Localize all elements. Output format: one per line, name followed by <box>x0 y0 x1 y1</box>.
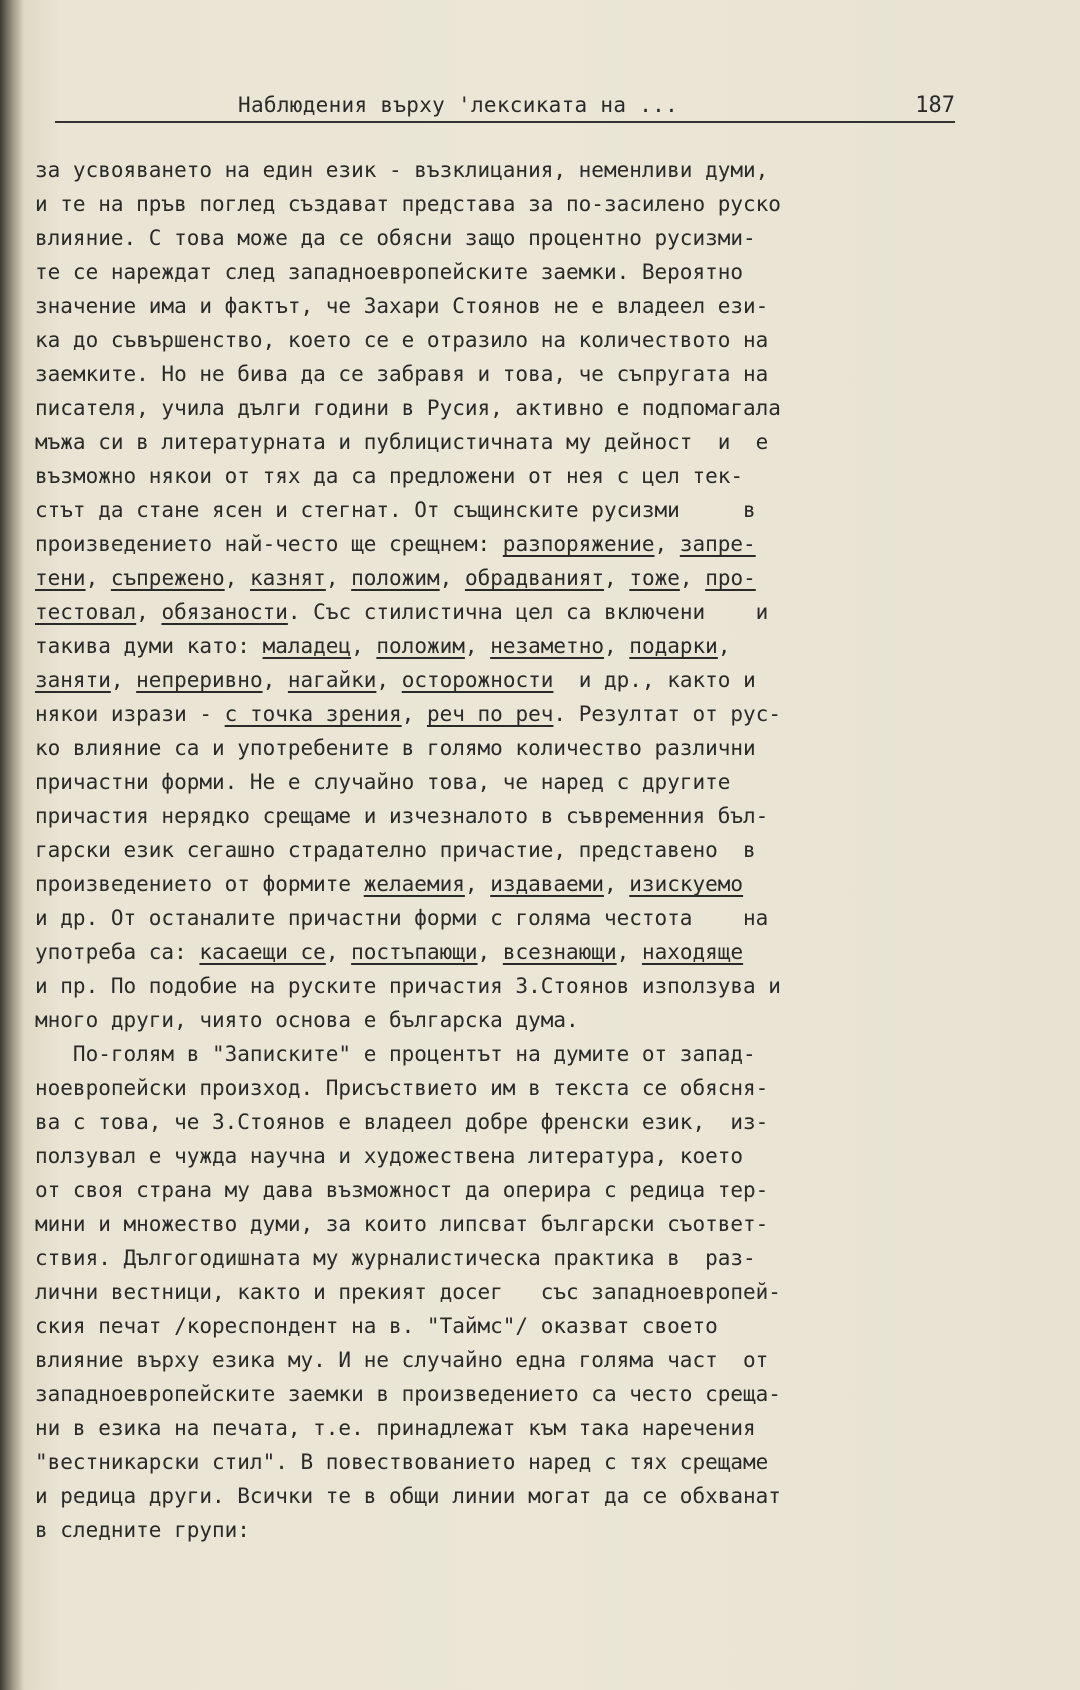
text-line <box>35 1411 955 1445</box>
text-line <box>35 663 955 697</box>
underlined-word: положим <box>376 634 465 658</box>
text-line <box>35 323 955 357</box>
underlined-word: непреривно <box>136 668 263 692</box>
text-run: и др. От останалите причастни форми с голяма честота на <box>35 906 769 930</box>
text-line <box>35 357 955 391</box>
text-line <box>35 1479 955 1513</box>
text-line <box>35 1071 955 1105</box>
text-line <box>35 1377 955 1411</box>
text-run: ни в езика на печата, т.е. принадлежат към така наречения <box>35 1416 756 1440</box>
text-run: , <box>603 872 630 896</box>
text-line <box>35 595 955 629</box>
text-run: , <box>604 566 630 590</box>
underlined-word: разпоряжение <box>502 532 655 556</box>
text-line <box>35 391 955 425</box>
text-run: мъжа си в литературната и публицистичната му дейност и е <box>35 430 769 454</box>
text-run: за усвояването на един език - възклицания, неменливи думи, <box>35 158 769 182</box>
underlined-word: обязаности <box>161 600 288 624</box>
text-run: , <box>401 702 427 726</box>
underlined-word: запре- <box>679 532 756 556</box>
text-line <box>35 1173 955 1207</box>
text-run: ползувал е чужда научна и художествена литература, което <box>35 1144 744 1168</box>
text-line <box>35 969 955 1003</box>
text-line <box>35 459 955 493</box>
text-line <box>35 1003 955 1037</box>
text-run: ноевропейски произход. Присъствието им в текста се обясня- <box>35 1076 769 1100</box>
text-line <box>35 799 955 833</box>
text-line <box>35 901 955 935</box>
text-line <box>35 731 955 765</box>
text-run: и пр. По подобие на руските причастия З.Стоянов използува и <box>35 974 781 998</box>
text-run: ко влияние са и употребените в голямо количество различни <box>35 736 756 760</box>
text-run: , <box>616 940 642 964</box>
text-run: ския печат /кореспондент на в. "Таймс"/ оказват своето <box>35 1314 718 1338</box>
text-run: , <box>464 872 491 896</box>
text-run: , <box>439 566 465 590</box>
text-run: стът да стане ясен и стегнат. От същинските русизми в <box>35 498 756 522</box>
text-run: По-голям в "Записките" е процентът на думите от запад- <box>35 1042 756 1066</box>
text-run: произведението най-често ще срещнем: <box>35 532 503 556</box>
underlined-word: положим <box>351 566 440 590</box>
text-run: , <box>717 634 731 658</box>
text-line <box>35 1445 955 1479</box>
text-run: ствия. Дългогодишната му журналистическа практика в раз- <box>35 1246 756 1270</box>
text-line <box>35 1275 955 1309</box>
text-line <box>35 493 955 527</box>
underlined-word: тоже <box>629 566 680 590</box>
text-run: много други, чиято основа е българска дума. <box>35 1008 579 1032</box>
underlined-word: обрадваният <box>464 566 605 590</box>
text-run: гарски език сегашно страдателно причастие, представено в <box>35 838 756 862</box>
text-run: някои изрази - <box>35 702 225 726</box>
text-line <box>35 765 955 799</box>
text-line <box>35 1513 955 1547</box>
underlined-word: находяще <box>641 940 744 964</box>
underlined-word: тестовал <box>35 600 137 624</box>
text-run: и те на пръв поглед създават представа за по-засилено руско <box>35 192 781 216</box>
text-run: възможно някои от тях да са предложени от нея с цел тек- <box>35 464 744 488</box>
text-line <box>35 289 955 323</box>
text-line <box>35 1105 955 1139</box>
text-line <box>35 1241 955 1275</box>
text-run: , <box>262 668 288 692</box>
text-run: заемките. Но не бива да се забравя и това, че съпругата на <box>35 362 769 386</box>
text-line <box>35 187 955 221</box>
underlined-word: незаметно <box>490 634 604 658</box>
text-line <box>35 221 955 255</box>
text-run: значение има и фактът, че Захари Стоянов не е владеел ези- <box>35 294 769 318</box>
text-line <box>35 935 955 969</box>
text-line <box>35 1139 955 1173</box>
underlined-word: реч по реч <box>426 702 554 726</box>
underlined-word: изискуемо <box>629 872 744 896</box>
underlined-word: заняти <box>35 668 111 692</box>
text-line <box>35 697 955 731</box>
underlined-word: подарки <box>629 634 718 658</box>
text-run: ва с това, че З.Стоянов е владеел добре френски език, из- <box>35 1110 769 1134</box>
running-title: Наблюдения върху 'лексиката на ... <box>238 93 679 117</box>
text-run: влияние. С това може да се обясни защо процентно русизми- <box>35 226 756 250</box>
page-number: 187 <box>915 93 955 118</box>
text-run: в следните групи: <box>35 1518 250 1542</box>
text-line <box>35 425 955 459</box>
text-run: и редица други. Всички те в общи линии могат да се обхванат <box>35 1484 781 1508</box>
text-run: , <box>351 634 377 658</box>
text-run: , <box>464 634 491 658</box>
text-run: ка до съвършенство, което се е отразило на количеството на <box>35 328 769 352</box>
underlined-word: про- <box>705 566 756 590</box>
underlined-word: съпрежено <box>110 566 225 590</box>
text-run: влияние върху езика му. И не случайно една голяма част от <box>35 1348 769 1372</box>
text-line <box>35 1343 955 1377</box>
text-run: такива думи като: <box>35 634 263 658</box>
underlined-word: нагайки <box>287 668 377 692</box>
page-binding-shadow <box>0 0 24 1690</box>
text-run: , <box>477 940 503 964</box>
underlined-word: касаещи се <box>199 940 326 964</box>
text-line <box>35 1309 955 1343</box>
text-run: , <box>325 940 352 964</box>
text-line <box>35 1037 955 1071</box>
underlined-word: тени <box>35 566 86 590</box>
underlined-word: осторожности <box>401 668 554 692</box>
text-run: западноевропейските заемки в произведението са често среща- <box>35 1382 781 1406</box>
underlined-word: постъпающи <box>351 940 478 964</box>
running-header <box>55 93 955 123</box>
underlined-word: всезнающи <box>502 940 617 964</box>
text-line <box>35 561 955 595</box>
body-text <box>35 153 955 1547</box>
text-line <box>35 1207 955 1241</box>
text-line <box>35 153 955 187</box>
text-run: , <box>325 566 352 590</box>
underlined-word: маладец <box>262 634 352 658</box>
text-line <box>35 867 955 901</box>
underlined-word: с точка зрения <box>224 702 402 726</box>
text-run: , <box>679 566 706 590</box>
text-run: мини и множество думи, за които липсват български съответ- <box>35 1212 769 1236</box>
text-line <box>35 629 955 663</box>
text-run: "вестникарски стил". В повествованието наред с тях срещаме <box>35 1450 769 1474</box>
underlined-word: издаваеми <box>490 872 604 896</box>
text-line <box>35 527 955 561</box>
text-run: произведението от формите <box>35 872 364 896</box>
text-run: . Резултат от рус- <box>553 702 781 726</box>
text-run: писателя, учила дълги години в Русия, активно е подпомагала <box>35 396 781 420</box>
text-run: от своя страна му дава възможност да оперира с редица тер- <box>35 1178 769 1202</box>
text-run: причастия нерядко срещаме и изчезналото в съвременния бъл- <box>35 804 769 828</box>
text-run: те се нареждат след западноевропейските заемки. Вероятно <box>35 260 744 284</box>
text-line <box>35 255 955 289</box>
text-line <box>35 833 955 867</box>
text-run: , <box>376 668 402 692</box>
text-run: причастни форми. Не е случайно това, че наред с другите <box>35 770 731 794</box>
text-run: . Със стилистична цел са включени и <box>287 600 769 624</box>
text-run: , <box>110 668 137 692</box>
text-run: и др., както и <box>553 668 756 692</box>
underlined-word: желаемия <box>363 872 465 896</box>
text-run: лични вестници, както и прекият досег със западноевропей- <box>35 1280 781 1304</box>
text-run: , <box>224 566 250 590</box>
underlined-word: казнят <box>249 566 326 590</box>
text-run: , <box>604 634 630 658</box>
text-run: , <box>654 532 680 556</box>
text-run: употреба са: <box>35 940 200 964</box>
text-run: , <box>85 566 111 590</box>
text-run: , <box>136 600 162 624</box>
